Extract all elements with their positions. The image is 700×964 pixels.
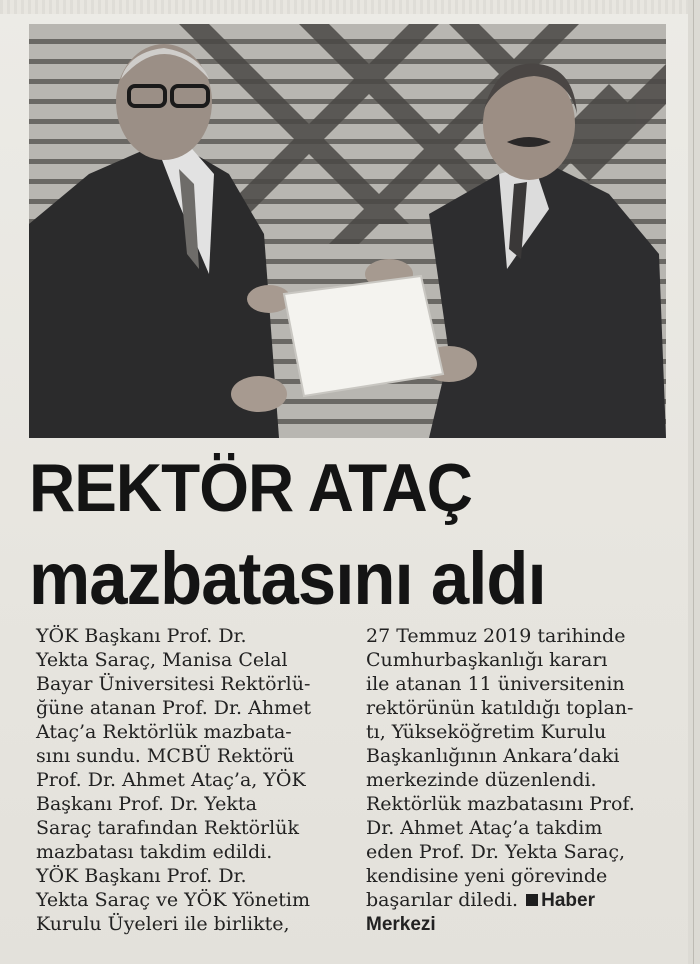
body-line: Prof. Dr. Ahmet Ataç’a, YÖK bbox=[36, 769, 306, 791]
body-line: Kurulu Üyeleri ile birlikte, bbox=[36, 913, 290, 935]
article-column-right bbox=[366, 624, 664, 937]
body-line: Saraç tarafından Rektörlük bbox=[36, 817, 299, 839]
certificate-document bbox=[284, 276, 443, 396]
byline-square-icon bbox=[526, 894, 538, 906]
body-line: 27 Temmuz 2019 tarihinde bbox=[366, 625, 626, 647]
body-line: Bayar Üniversitesi Rektörlü- bbox=[36, 673, 311, 695]
headline-line-1: REKTÖR ATAÇ bbox=[29, 450, 472, 526]
byline-haber: Haber bbox=[541, 890, 595, 911]
body-line: kendisine yeni görevinde bbox=[366, 865, 608, 887]
body-line: Cumhurbaşkanlığı kararı bbox=[366, 649, 608, 671]
body-line: Başkanlığının Ankara’daki bbox=[366, 745, 620, 767]
body-line-with-byline bbox=[366, 888, 664, 913]
body-line: mazbatası takdim edildi. bbox=[36, 841, 273, 863]
body-line: tı, Yükseköğretim Kurulu bbox=[366, 721, 607, 743]
body-line: merkezinde düzenlendi. bbox=[366, 769, 597, 791]
body-line: Yekta Saraç ve YÖK Yönetim bbox=[36, 889, 310, 911]
body-line: Ataç’a Rektörlük mazbata- bbox=[36, 721, 292, 743]
top-edge-strip bbox=[0, 0, 700, 14]
body-line: YÖK Başkanı Prof. Dr. bbox=[36, 625, 247, 647]
body-line: Yekta Saraç, Manisa Celal bbox=[36, 649, 288, 671]
photo-illustration bbox=[29, 24, 666, 438]
body-line: eden Prof. Dr. Yekta Saraç, bbox=[366, 841, 626, 863]
body-line: Dr. Ahmet Ataç’a takdim bbox=[366, 817, 603, 839]
page-fold-edge bbox=[688, 0, 700, 964]
article-column-left bbox=[36, 624, 336, 936]
body-line: Rektörlük mazbatasını Prof. bbox=[366, 793, 635, 815]
body-line: rektörünün katıldığı toplan- bbox=[366, 697, 634, 719]
body-line: ile atanan 11 üniversitenin bbox=[366, 673, 625, 695]
body-line: Başkanı Prof. Dr. Yekta bbox=[36, 793, 257, 815]
body-line: ğüne atanan Prof. Dr. Ahmet bbox=[36, 697, 311, 719]
body-line: başarılar diledi. bbox=[366, 889, 519, 911]
body-line: YÖK Başkanı Prof. Dr. bbox=[36, 865, 247, 887]
headline-line-2: mazbatasını aldı bbox=[29, 537, 546, 620]
body-line: sını sundu. MCBÜ Rektörü bbox=[36, 745, 295, 767]
news-photo bbox=[29, 24, 666, 438]
byline-merkezi: Merkezi bbox=[366, 914, 436, 935]
